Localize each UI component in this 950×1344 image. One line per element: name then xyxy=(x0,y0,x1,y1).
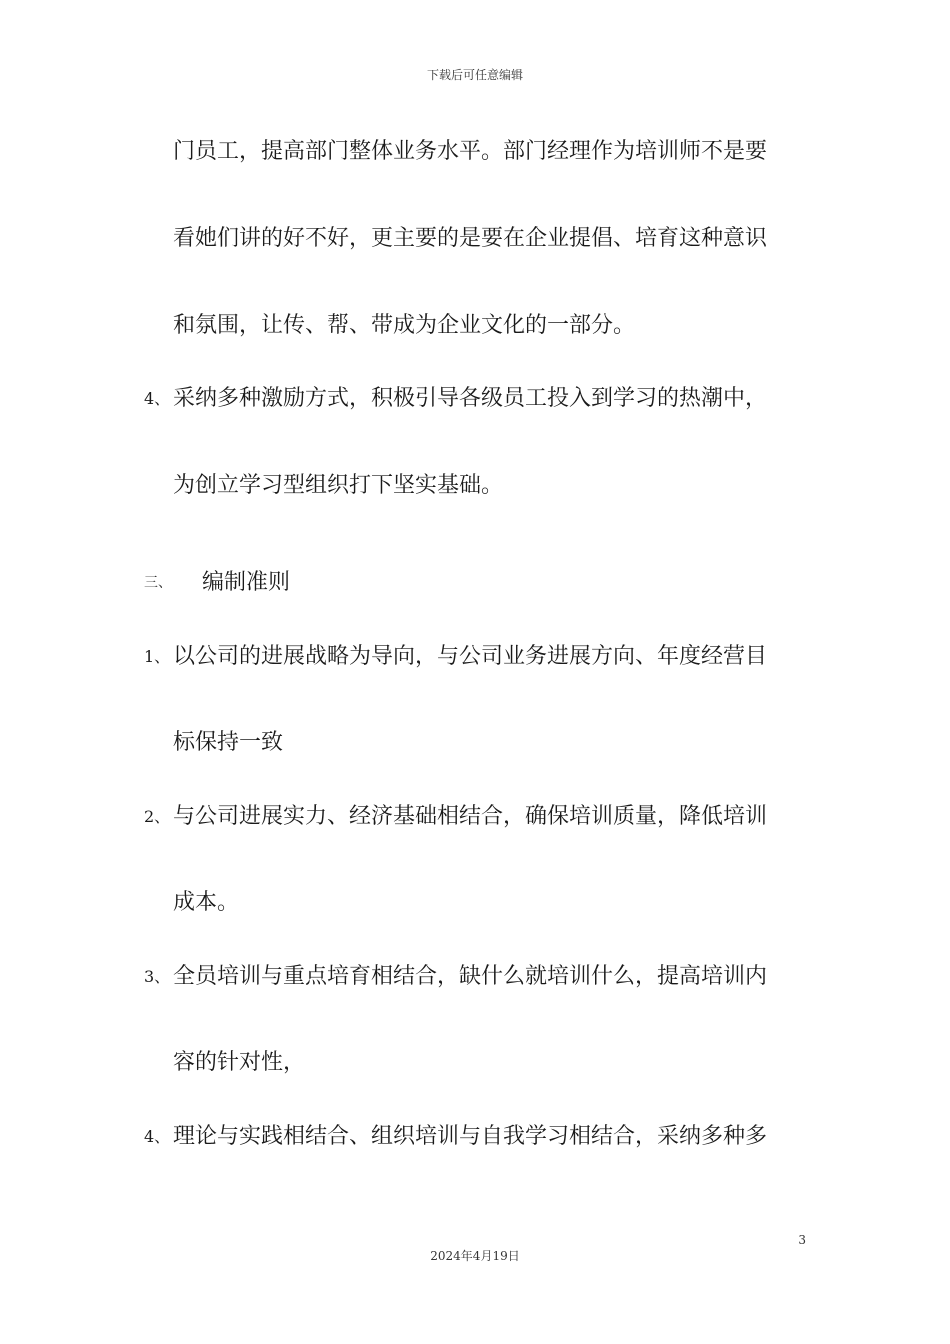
body-line: 容的针对性， xyxy=(173,1050,306,1075)
list-item-number: 4、 xyxy=(144,389,171,408)
body-line: 采纳多种激励方式，积极引导各级员工投入到学习的热潮中， xyxy=(173,386,768,411)
body-line: 看她们讲的好不好，更主要的是要在企业提倡、培育这种意识 xyxy=(173,226,768,251)
body-line: 标保持一致 xyxy=(173,730,284,755)
body-line: 以公司的进展战略为导向，与公司业务进展方向、年度经营目 xyxy=(173,644,768,669)
footer-date: 2024年4月19日 xyxy=(430,1249,520,1263)
body-line: 理论与实践相结合、组织培训与自我学习相结合，采纳多种多 xyxy=(173,1124,768,1149)
section-number: 三、 xyxy=(144,575,172,591)
list-item-number: 2、 xyxy=(144,807,171,826)
list-item-number: 4、 xyxy=(144,1127,171,1146)
body-line: 成本。 xyxy=(173,890,240,915)
page-number: 3 xyxy=(798,1233,806,1247)
page-header: 下载后可任意编辑 xyxy=(426,68,523,82)
section-title: 编制准则 xyxy=(202,570,291,595)
body-line: 为创立学习型组织打下坚实基础。 xyxy=(173,473,504,498)
body-line: 和氛围，让传、帮、带成为企业文化的一部分。 xyxy=(173,313,636,338)
list-item-number: 1、 xyxy=(144,647,171,666)
list-item-number: 3、 xyxy=(144,967,171,986)
body-line: 与公司进展实力、经济基础相结合，确保培训质量，降低培训 xyxy=(173,804,768,829)
body-line: 门员工，提高部门整体业务水平。部门经理作为培训师不是要 xyxy=(173,139,768,164)
body-line: 全员培训与重点培育相结合，缺什么就培训什么，提高培训内 xyxy=(173,964,768,989)
